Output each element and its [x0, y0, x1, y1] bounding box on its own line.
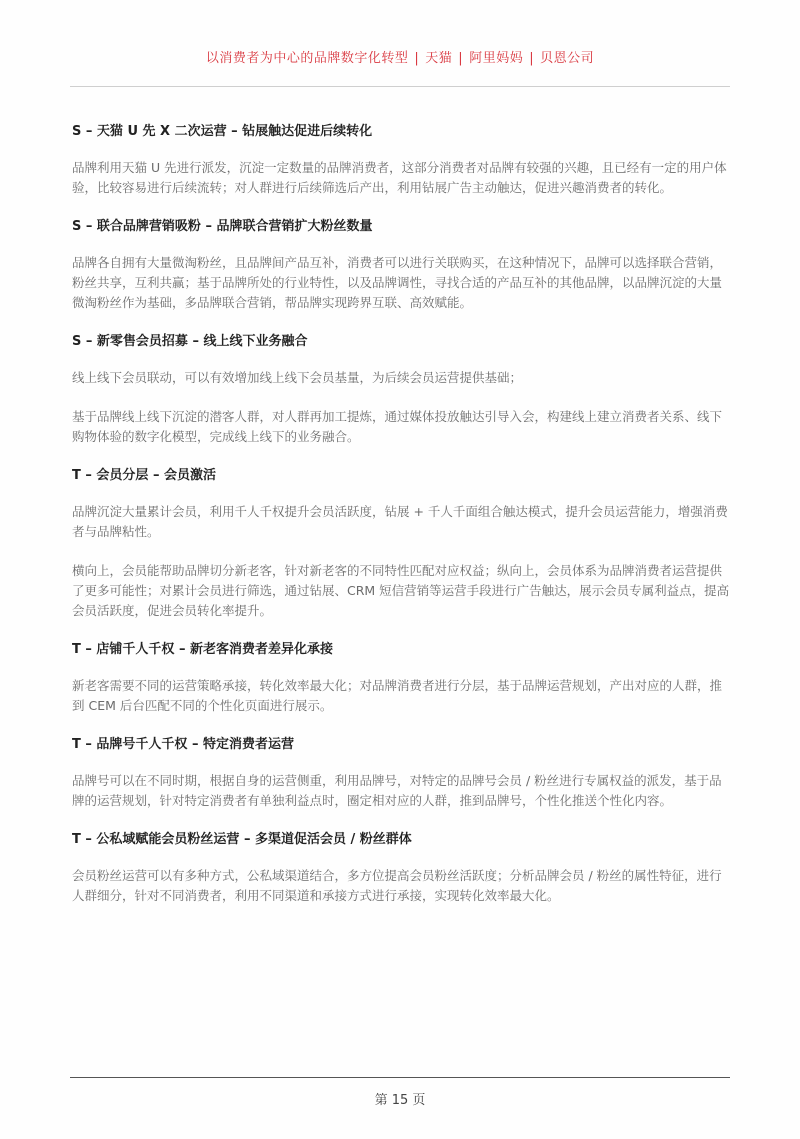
- header-separator: |: [414, 51, 420, 66]
- section-heading: S – 联合品牌营销吸粉 – 品牌联合营销扩大粉丝数量: [72, 219, 373, 234]
- section-heading: T – 品牌号千人千权 – 特定消费者运营: [72, 737, 294, 752]
- section-joint-brand-marketing: [72, 217, 730, 313]
- section-paragraph: 基于品牌线上线下沉淀的潜客人群，对人群再加工提炼，通过媒体投放触达引导入会，构建线上建立消费者关系、线下购物体验的数字化模型，完成线上线下的业务融合。: [72, 409, 723, 444]
- page-number: 第 15 页: [374, 1093, 426, 1108]
- page-header: [0, 47, 800, 66]
- section-paragraph: 横向上，会员能帮助品牌切分新老客，针对新老客的不同特性匹配对应权益；纵向上，会员体系为品牌消费者运营提供了更多可能性；对累计会员进行筛选，通过钻展、CRM 短信营销等运营手段进行广告触达，展示会员专属利益点，提高会员活跃度，促进会员转化率提升。: [72, 563, 730, 618]
- header-separator: |: [458, 51, 464, 66]
- header-brand-tmall: 天猫: [425, 51, 453, 66]
- section-heading: S – 新零售会员招募 – 线上线下业务融合: [72, 334, 308, 349]
- section-paragraph: 会员粉丝运营可以有多种方式，公私域渠道结合，多方位提高会员粉丝活跃度；分析品牌会员 / 粉丝的属性特征，进行人群细分，针对不同消费者，利用不同渠道和承接方式进行承接，实现转化效率最大化。: [72, 868, 722, 903]
- section-paragraph: 品牌利用天猫 U 先进行派发，沉淀一定数量的品牌消费者，这部分消费者对品牌有较强的兴趣，且已经有一定的用户体验，比较容易进行后续流转；对人群进行后续筛选后产出，利用钻展广告主动触达，促进兴趣消费者的转化。: [72, 160, 727, 195]
- section-store-personalization: [72, 640, 730, 716]
- section-new-retail-membership: [72, 332, 730, 447]
- section-tmall-u-first: [72, 122, 730, 198]
- header-divider: [70, 86, 730, 87]
- header-brand-bain: 贝恩公司: [540, 51, 595, 66]
- section-heading: T – 会员分层 – 会员激活: [72, 468, 216, 483]
- header-title: 以消费者为中心的品牌数字化转型: [205, 51, 409, 66]
- header-separator: |: [529, 51, 535, 66]
- section-heading: S – 天猫 U 先 X 二次运营 – 钻展触达促进后续转化: [72, 124, 373, 139]
- section-heading: T – 店铺千人千权 – 新老客消费者差异化承接: [72, 642, 333, 657]
- section-paragraph: 品牌各自拥有大量微淘粉丝，且品牌间产品互补，消费者可以进行关联购买，在这种情况下，品牌可以选择联合营销，粉丝共享，互利共赢；基于品牌所处的行业特性，以及品牌调性，寻找合适的产品互补的其他品牌，以品牌沉淀的大量微淘粉丝作为基础，多品牌联合营销，帮品牌实现跨界互联、高效赋能。: [72, 255, 723, 310]
- section-paragraph: 品牌号可以在不同时期，根据自身的运营侧重，利用品牌号，对特定的品牌号会员 / 粉丝进行专属权益的派发，基于品牌的运营规划，针对特定消费者有单独利益点时，圈定相对应的人群，推到品牌号，个性化推送个性化内容。: [72, 773, 722, 808]
- section-brand-account-personalization: [72, 735, 730, 811]
- footer-divider: [70, 1077, 730, 1078]
- section-paragraph: 新老客需要不同的运营策略承接，转化效率最大化；对品牌消费者进行分层，基于品牌运营规划，产出对应的人群，推到 CEM 后台匹配不同的个性化页面进行展示。: [72, 678, 723, 713]
- section-member-tiering: [72, 466, 730, 621]
- section-heading: T – 公私域赋能会员粉丝运营 – 多渠道促活会员 / 粉丝群体: [72, 832, 412, 847]
- section-paragraph: 线上线下会员联动，可以有效增加线上线下会员基量，为后续会员运营提供基础；: [72, 370, 523, 385]
- section-paragraph: 品牌沉淀大量累计会员，利用千人千权提升会员活跃度，钻展 + 千人千面组合触达模式，提升会员运营能力，增强消费者与品牌粘性。: [72, 504, 728, 539]
- header-brand-alimama: 阿里妈妈: [469, 51, 524, 66]
- document-body: [72, 122, 730, 925]
- section-public-private-domain: [72, 830, 730, 906]
